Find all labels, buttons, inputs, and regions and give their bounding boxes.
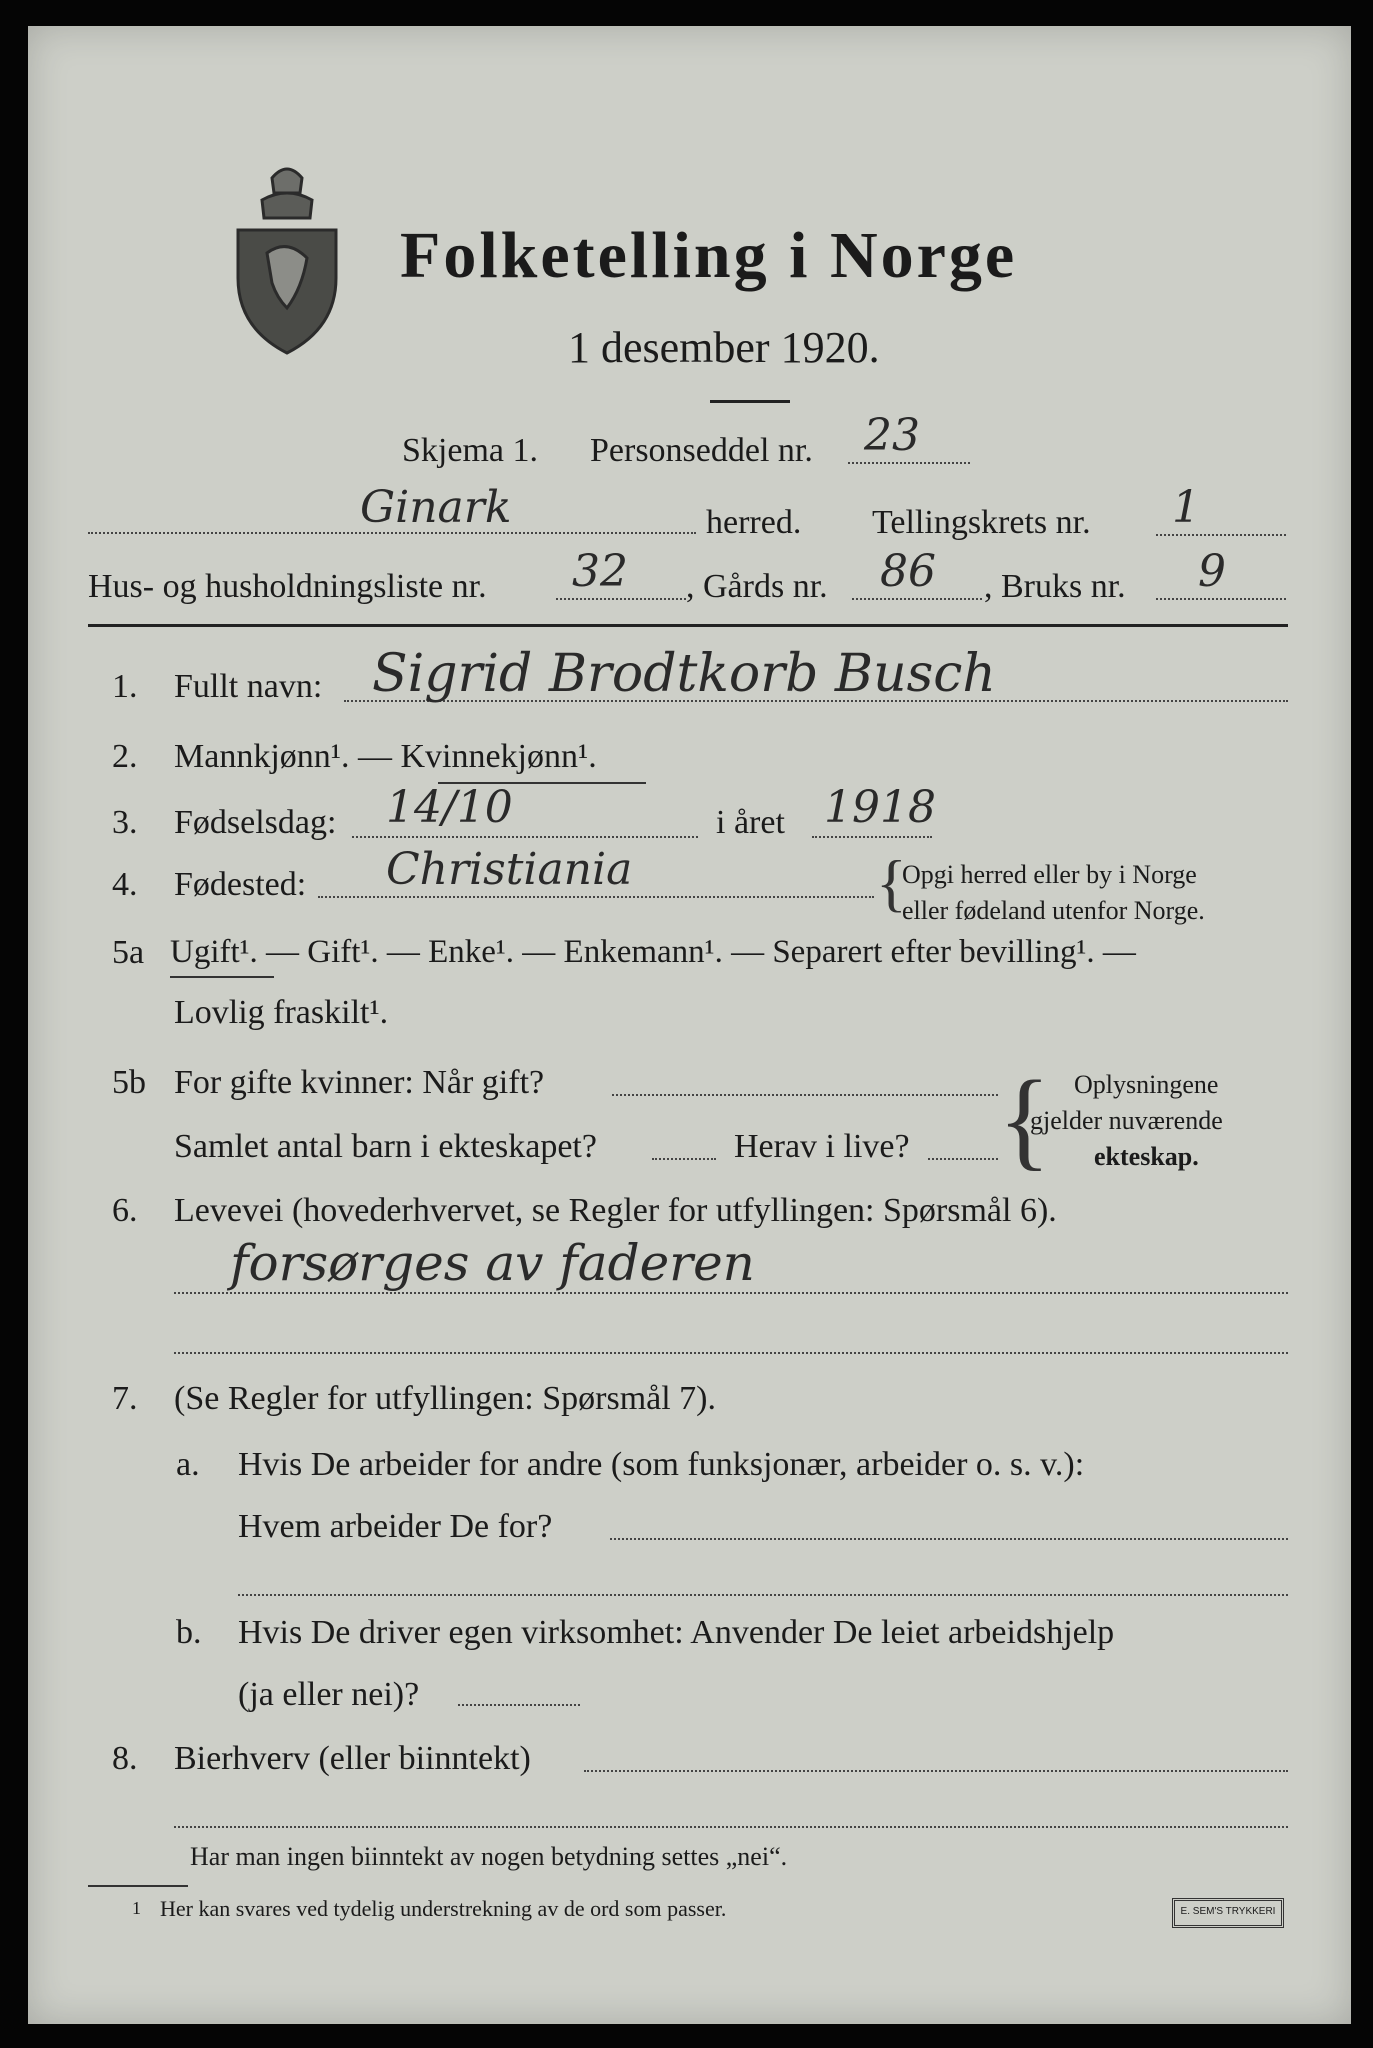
q5b-alive-label: Herav i live?	[734, 1128, 910, 1165]
hired-help-dots[interactable]	[458, 1704, 580, 1706]
q4-number: 4.	[112, 866, 138, 903]
q7a-letter: a.	[176, 1446, 200, 1483]
skjema-label: Skjema 1.	[402, 432, 538, 469]
occupation-dots-1	[174, 1292, 1288, 1294]
footnote-rule	[88, 1885, 188, 1887]
children-dots[interactable]	[652, 1158, 716, 1160]
q7a-line1: Hvis De arbeider for andre (som funksjonær, arbeider o. s. v.):	[238, 1446, 1085, 1483]
q3-label: Fødselsdag:	[174, 804, 337, 841]
q5a-number: 5a	[112, 934, 145, 971]
q6-label: Levevei (hovederhvervet, se Regler for utfyllingen: Spørsmål 6).	[174, 1192, 1057, 1229]
employer-dots-2[interactable]	[238, 1594, 1288, 1596]
year-label: i året	[716, 804, 785, 841]
printer-stamp: E. SEM'S TRYKKERI	[1172, 1898, 1284, 1928]
q7b-line1: Hvis De driver egen virksomhet: Anvender De leiet arbeidshjelp	[238, 1614, 1115, 1651]
marital-selection-underline[interactable]	[170, 976, 274, 978]
q4-note-line1: Opgi herred eller by i Norge	[902, 860, 1197, 889]
birthplace-value[interactable]: Christiania	[386, 844, 633, 895]
gards-dots	[852, 598, 982, 600]
hus-label: Hus- og husholdningsliste nr.	[88, 568, 487, 605]
hus-dots	[556, 598, 686, 600]
birthday-value[interactable]: 14/10	[386, 782, 513, 833]
q4-brace: {	[876, 847, 907, 918]
q7-label: (Se Regler for utfyllingen: Spørsmål 7).	[174, 1380, 717, 1417]
birthday-dots	[352, 836, 698, 838]
q5b-children-label: Samlet antal barn i ekteskapet?	[174, 1128, 597, 1165]
marital-status-options-line2: Lovlig fraskilt¹.	[174, 994, 389, 1031]
tellingskrets-label: Tellingskrets nr.	[872, 504, 1091, 541]
q7-number: 7.	[112, 1380, 138, 1417]
q5b-line1: For gifte kvinner: Når gift?	[174, 1064, 545, 1101]
year-dots	[812, 836, 932, 838]
side-income-dots-1[interactable]	[584, 1770, 1288, 1772]
footnote-text: Her kan svares ved tydelig understrekning av de ord som passer.	[160, 1896, 727, 1921]
employer-dots-1[interactable]	[610, 1538, 1288, 1540]
bruks-dots	[1156, 598, 1286, 600]
full-name-value[interactable]: Sigrid Brodtkorb Busch	[372, 644, 996, 704]
footnote-mark: 1	[132, 1898, 141, 1918]
q5b-note-line3: ekteskap.	[1094, 1142, 1199, 1171]
married-date-dots[interactable]	[612, 1094, 998, 1096]
year-value[interactable]: 1918	[824, 782, 936, 833]
birthplace-dots	[318, 896, 874, 898]
occupation-value[interactable]: forsørges av faderen	[230, 1234, 755, 1292]
side-income-dots-2[interactable]	[174, 1826, 1288, 1828]
q7a-line2: Hvem arbeider De for?	[238, 1508, 553, 1545]
q7b-line2: (ja eller nei)?	[238, 1676, 420, 1713]
bruks-label: , Bruks nr.	[984, 568, 1126, 605]
gender-options: Mannkjønn¹. — Kvinnekjønn¹.	[174, 738, 597, 775]
marital-status-options: Ugift¹. — Gift¹. — Enke¹. — Enkemann¹. — Separert efter bevilling¹. —	[170, 934, 1136, 970]
q7b-letter: b.	[176, 1614, 202, 1651]
q1-label: Fullt navn:	[174, 668, 323, 705]
occupation-dots-2[interactable]	[174, 1352, 1288, 1354]
q5b-number: 5b	[112, 1064, 146, 1101]
title-divider	[710, 400, 790, 403]
q5b-brace: {	[998, 1058, 1051, 1180]
gards-label: , Gårds nr.	[686, 568, 828, 605]
q6-number: 6.	[112, 1192, 138, 1229]
q2-number: 2.	[112, 738, 138, 775]
form-title: Folketelling i Norge	[400, 219, 1018, 292]
bruks-value[interactable]: 9	[1198, 546, 1226, 597]
tellingskrets-value[interactable]: 1	[1172, 482, 1200, 533]
gards-value[interactable]: 86	[880, 546, 936, 597]
personseddel-label: Personseddel nr.	[590, 432, 813, 469]
q1-number: 1.	[112, 668, 138, 705]
q8-note: Har man ingen biinntekt av nogen betydning settes „nei“.	[190, 1842, 788, 1871]
personseddel-value[interactable]: 23	[864, 410, 920, 461]
coat-of-arms-icon	[232, 158, 342, 358]
hus-value[interactable]: 32	[572, 546, 628, 597]
q3-number: 3.	[112, 804, 138, 841]
q4-note-line2: eller fødeland utenfor Norge.	[902, 896, 1205, 925]
herred-label: herred.	[706, 504, 802, 541]
tellingskrets-dots	[1156, 534, 1286, 536]
personseddel-dots	[848, 462, 970, 464]
alive-dots[interactable]	[928, 1158, 998, 1160]
q4-label: Fødested:	[174, 866, 307, 903]
q8-label: Bierhverv (eller biinntekt)	[174, 1740, 531, 1777]
q5b-note-line2: gjelder nuværende	[1030, 1106, 1223, 1135]
q5b-note-line1: Oplysningene	[1074, 1070, 1219, 1099]
q8-number: 8.	[112, 1740, 138, 1777]
herred-value[interactable]: Ginark	[360, 482, 512, 533]
header-rule	[88, 624, 1288, 627]
census-date: 1 desember 1920.	[568, 323, 880, 372]
